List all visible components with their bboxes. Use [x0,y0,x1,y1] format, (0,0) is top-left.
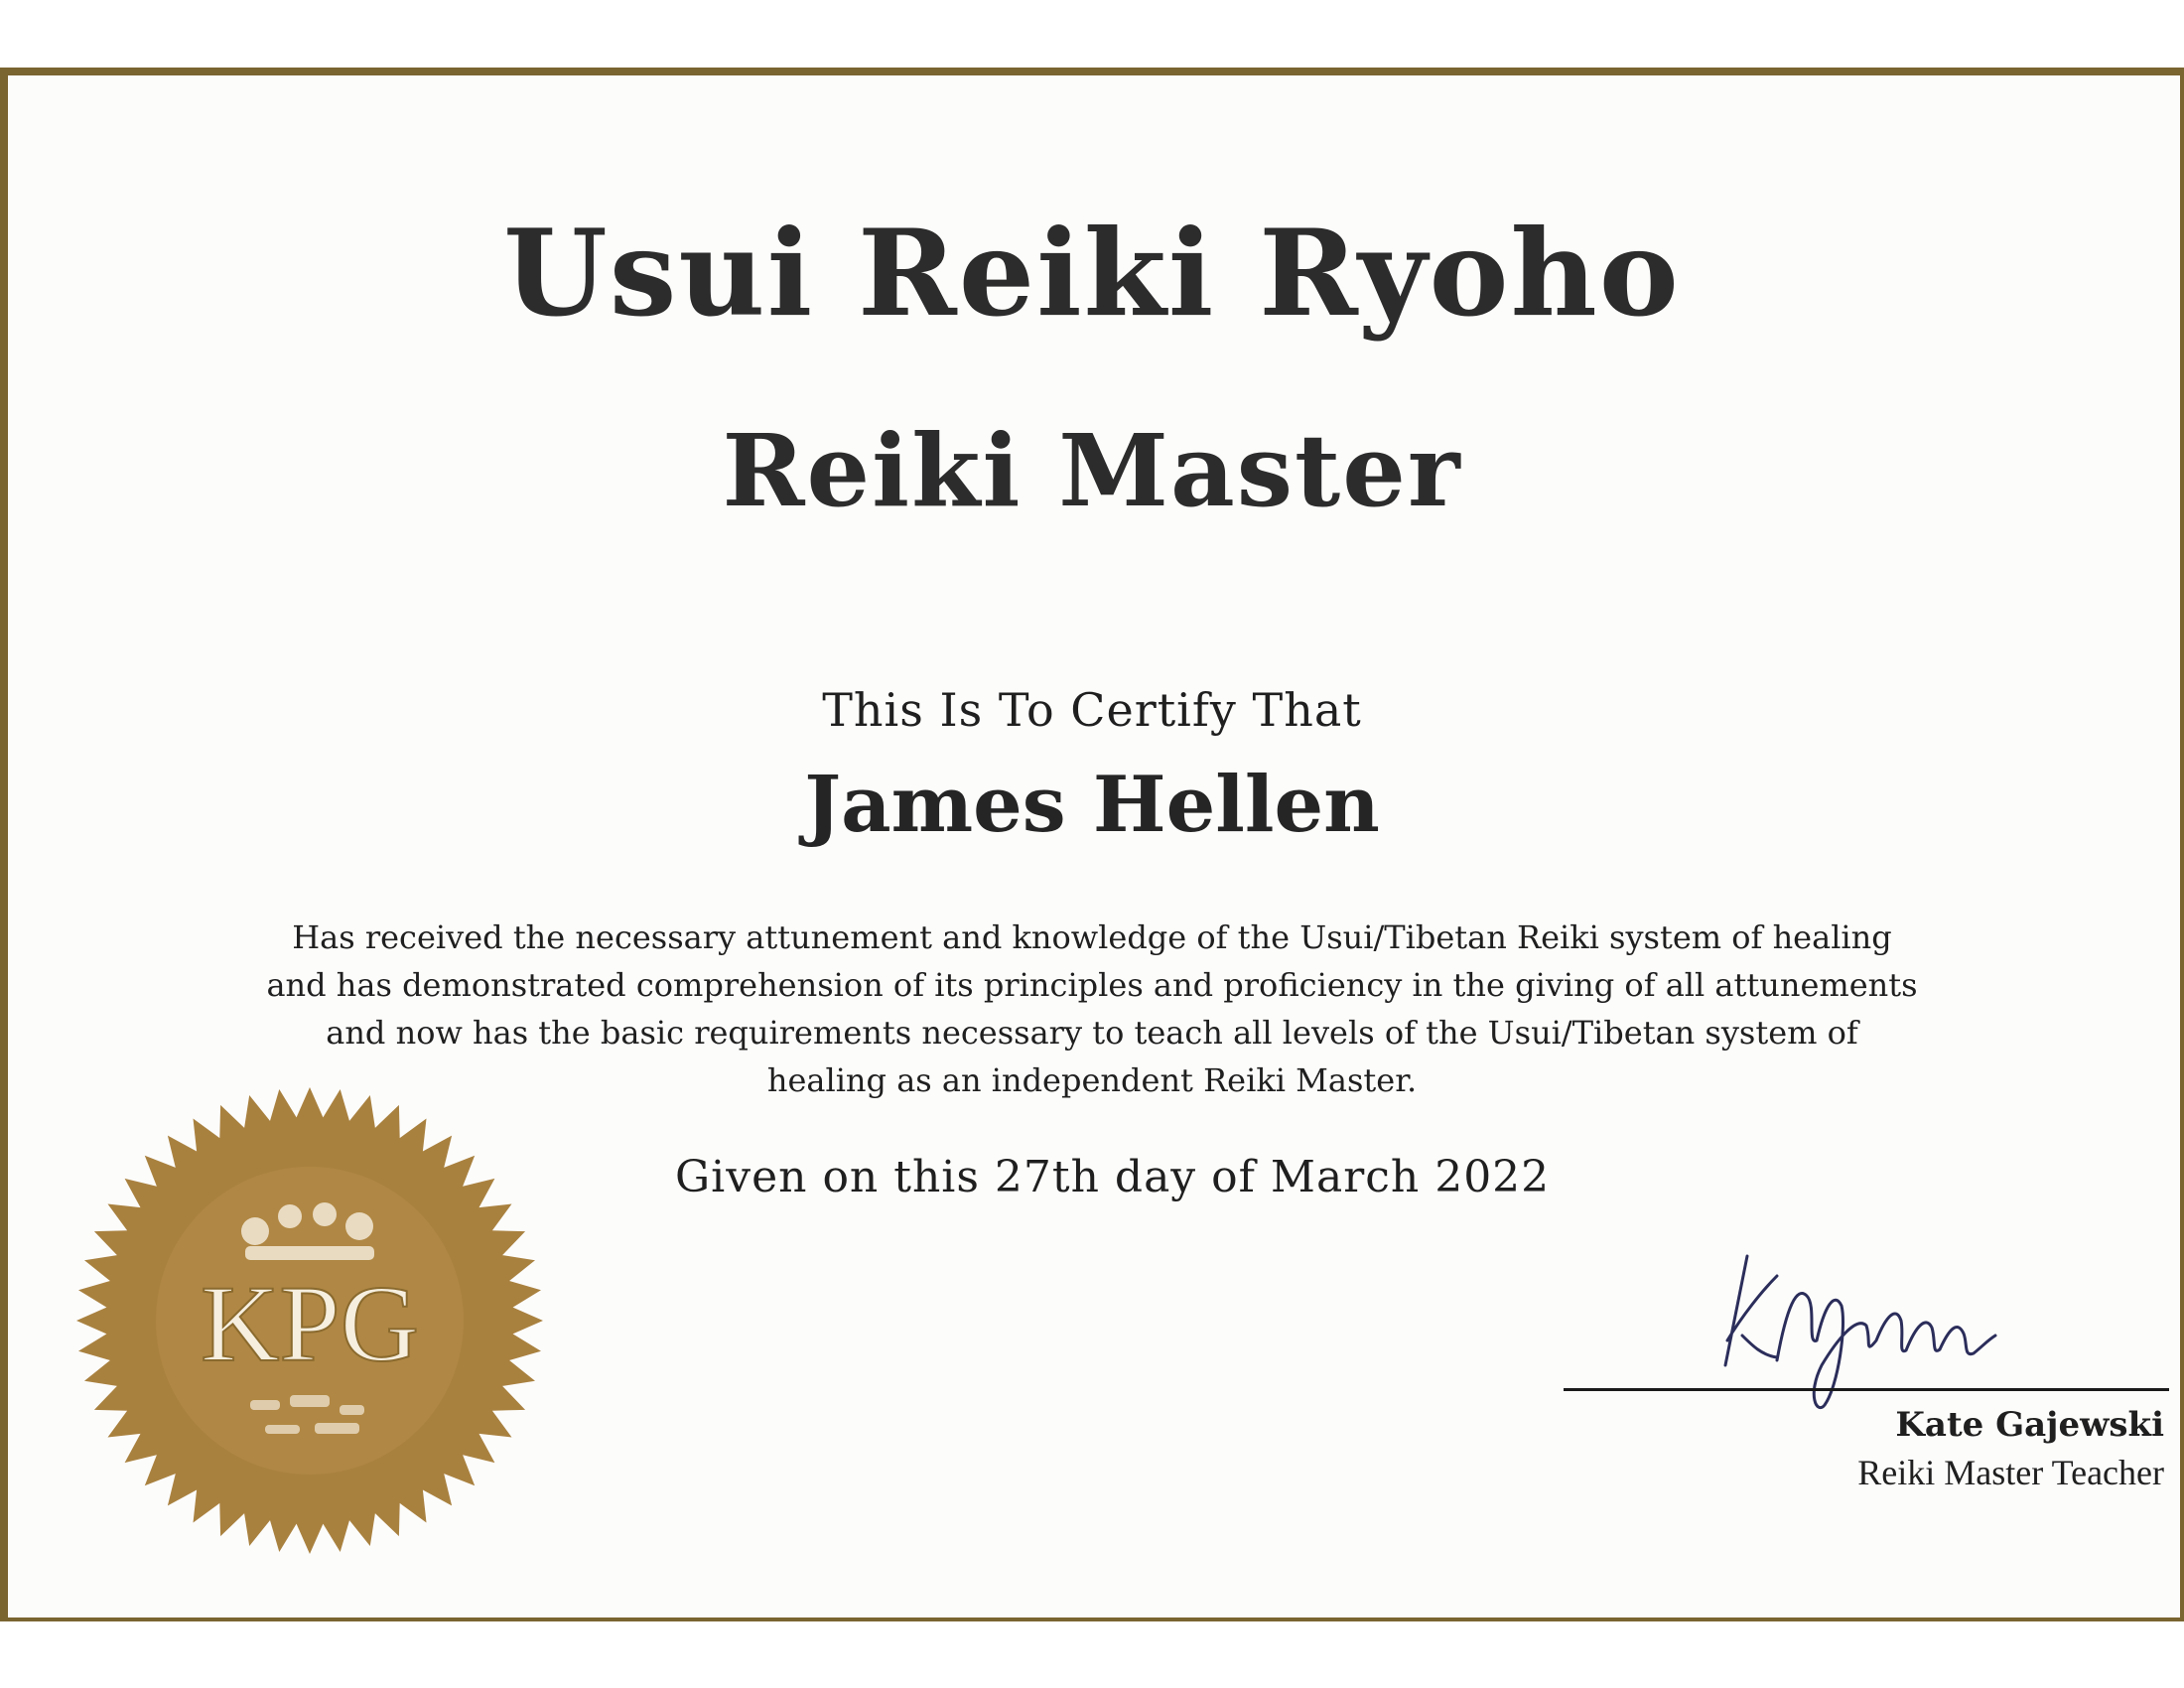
signer-name: Kate Gajewski [1895,1405,2164,1445]
body-line: and has demonstrated comprehension of its principles and proficiency in the giving of all attunements [266,966,1918,1004]
body-line: healing as an independent Reiki Master. [766,1061,1418,1099]
certificate-title: Usui Reiki Ryoho [503,204,1681,344]
body-line: and now has the basic requirements necessary to teach all levels of the Usui/Tibetan system of [326,1014,1858,1052]
given-date-line: Given on this 27th day of March 2022 [675,1152,1551,1202]
signer-role: Reiki Master Teacher [1857,1453,2164,1492]
gold-seal [62,1087,558,1554]
certificate-subtitle: Reiki Master [722,412,1462,529]
certify-line: This Is To Certify That [822,683,1362,737]
recipient-name: James Hellen [804,760,1380,850]
certificate-body [218,914,1966,1104]
body-line: Has received the necessary attunement and knowledge of the Usui/Tibetan Reiki system of healing [292,918,1892,956]
seal-emblem-text: KPG [200,1263,420,1384]
signature-line [1564,1388,2169,1391]
